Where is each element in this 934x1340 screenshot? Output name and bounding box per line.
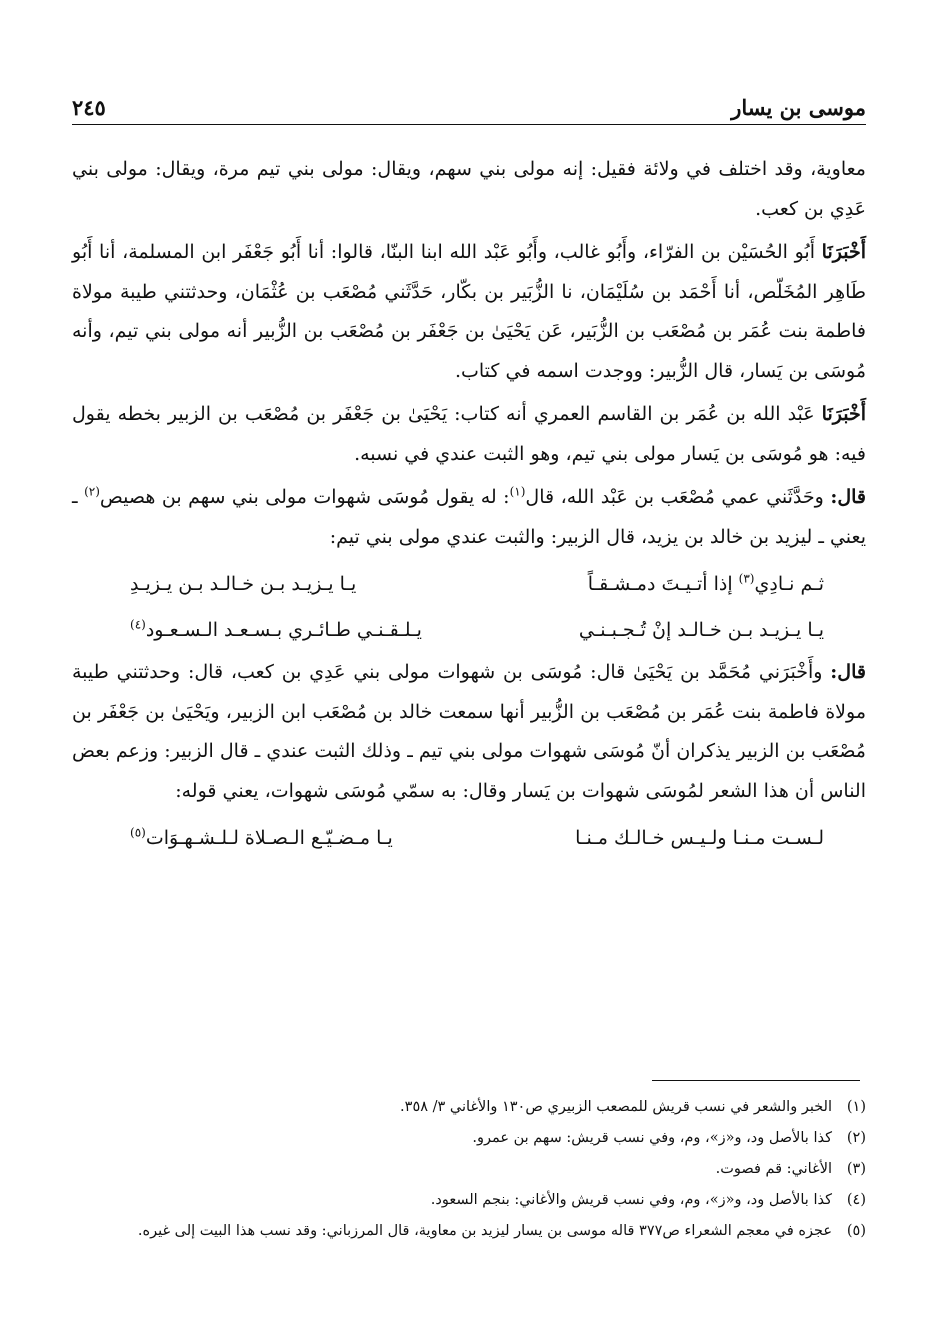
paragraph-2-lead: أَخْبَرَنَا: [821, 241, 866, 263]
verse-1-first-hemistich: [588, 563, 824, 605]
paragraph-1-text: معاوية، وقد اختلف في ولائة فقيل: إنه مولى بني سهم، ويقال: مولى بني تيم مرة، ويقال: مولى بني عَدِي بن كعب.: [72, 158, 866, 220]
paragraph-3-text: عَبْد الله بن عُمَر بن القاسم العمري أنه كتاب: يَحْيَىٰ بن جَعْفَر بن مُصْعَب بن الزبير بخطه يقول فيه: هو مُوسَى بن يَسار مولى بني تيم، وهو الثبت عندي في نسبه.: [72, 403, 866, 465]
footnote-item: [72, 1123, 866, 1154]
footnote-ref-3: (٣): [738, 571, 755, 586]
paragraph-2: [72, 233, 866, 391]
footnote-number: (٤): [846, 1192, 866, 1208]
footnote-ref-5: (٥): [130, 825, 146, 840]
paragraph-4-text-a: وحَدَّثَني عمي مُصْعَب بن عَبْد الله، قال: [525, 486, 831, 508]
footnote-number: (١): [846, 1099, 866, 1115]
verse-2-second-hemistich: [130, 609, 422, 651]
footnote-text: عجزه في معجم الشعراء ص٣٧٧ قاله موسى بن يسار ليزيد بن معاوية، قال المرزباني: وقد نسب هذا البيت إلى غيره.: [137, 1223, 832, 1239]
footnote-ref-4: (٤): [130, 617, 146, 632]
paragraph-5-text: وأَخْبَرَني مُحَمَّد بن يَحْيَىٰ قال: مُوسَى بن شهوات مولى بني عَدِي بن كعب، قال: وحدثتني طيبة مولاة فاطمة بنت عُمَر بن مُصْعَب بن الزُّبير أنها سمعت خالد بن مُصْعَب ابن الزبير، ويَحْيَىٰ بن جَعْفَر بن مُصْعَب بن الزبير يذكران أنّ مُوسَى شهوات مولى بني تيم ـ وذلك الثبت عندي ـ قال الزبير: وزعم بعض الناس أن هذا الشعر لمُوسَى شهوات بن يَسار وقال: به سمّي مُوسَى شهوات، يعني قوله:: [72, 661, 866, 802]
verse-3-second-hemistich: [130, 817, 393, 859]
footnote-item: [72, 1154, 866, 1185]
footnote-text: الخبر والشعر في نسب قريش للمصعب الزبيري ص١٣٠ والأغاني ٣/ ٣٥٨.: [400, 1099, 832, 1115]
main-text: [72, 150, 866, 861]
verse-2: [72, 607, 866, 653]
footnote-item: [72, 1092, 866, 1123]
footnote-number: (٢): [846, 1130, 866, 1146]
paragraph-5-lead: قال:: [830, 661, 866, 683]
verse-2-first-hemistich: يـا يـزيـد بـن خـالـد إنْ تُـجـبـنـي: [578, 619, 824, 641]
paragraph-4-text-c: ـ يعني ـ ليزيد بن خالد بن يزيد، قال الزبير: والثبت عندي مولى بني تيم:: [72, 486, 866, 548]
footnote-item: [72, 1185, 866, 1216]
page-header: [72, 80, 866, 120]
verse-3: [72, 815, 866, 861]
paragraph-4-lead: قال:: [830, 486, 867, 508]
paragraph-3: [72, 395, 866, 474]
footnote-text: الأغاني: قم فصوت.: [715, 1161, 832, 1177]
footnote-number: (٥): [846, 1223, 866, 1239]
paragraph-3-lead: أَخْبَرَنَا: [821, 403, 866, 425]
verse-3-first-hemistich: لـسـت مـنـا ولـيـس خـالـك مـنـا: [575, 827, 824, 849]
footnote-ref-1: (١): [509, 484, 526, 499]
footnote-ref-2: (٢): [84, 484, 100, 499]
paragraph-1: [72, 150, 866, 229]
header-rule: [72, 124, 866, 125]
footnotes: [72, 1092, 866, 1247]
page-number: ٢٤٥: [72, 95, 106, 120]
verse-3-left-text: يـا مـضـيّـع الـصـلاة لـلـشـهـوَات: [145, 827, 393, 849]
paragraph-4: [72, 478, 866, 557]
running-title: موسى بن يسار: [731, 95, 866, 120]
footnote-text: كذا بالأصل ود، و«ز»، وم، وفي نسب قريش والأغاني: بنجم السعود.: [430, 1192, 832, 1208]
verse-2-left-text: يـلـقـنـي طـائـري بـسـعـد الـسـعـود: [145, 619, 422, 641]
verse-1-right-a: ثـم نـادِي: [754, 573, 824, 595]
paragraph-2-text: أَبُو الحُسَيْن بن الفرّاء، وأَبُو غالب، وأَبُو عَبْد الله ابنا البنّا، قالوا: أنا أَبُو جَعْفَر ابن المسلمة، أنا أَبُو طَاهِر المُخَلّص، أنا أَحْمَد بن سُلَيْمَان، نا الزُّبَير بن بكّار، حَدَّثَني مُصْعَب بن عُثْمَان، وحدثتني طيبة مولاة فاطمة بنت عُمَر بن مُصْعَب بن الزُّبَير، عَن يَحْيَىٰ بن جَعْفَر بن مُصْعَب بن الزُّبير أنه مولى بني تيم، وأنه مُوسَى بن يَسار، قال الزُّبير: ووجدت اسمه في كتاب.: [72, 241, 866, 382]
verse-1-right-b: إذا أتـيـتَ دمـشـقـاً: [587, 573, 739, 595]
paragraph-4-text-b: : له يقول مُوسَى شهوات مولى بني سهم بن هصيص: [99, 486, 510, 508]
footnote-number: (٣): [846, 1161, 866, 1177]
footnote-rule: [652, 1080, 860, 1081]
verse-1: [72, 561, 866, 607]
verse-1-second-hemistich: يـا يـزيـد بـن خـالـد بـن يـزيـدِ: [130, 573, 357, 595]
paragraph-5: [72, 653, 866, 811]
footnote-text: كذا بالأصل ود، و«ز»، وم، وفي نسب قريش: سهم بن عمرو.: [472, 1130, 832, 1146]
footnote-item: [72, 1216, 866, 1247]
